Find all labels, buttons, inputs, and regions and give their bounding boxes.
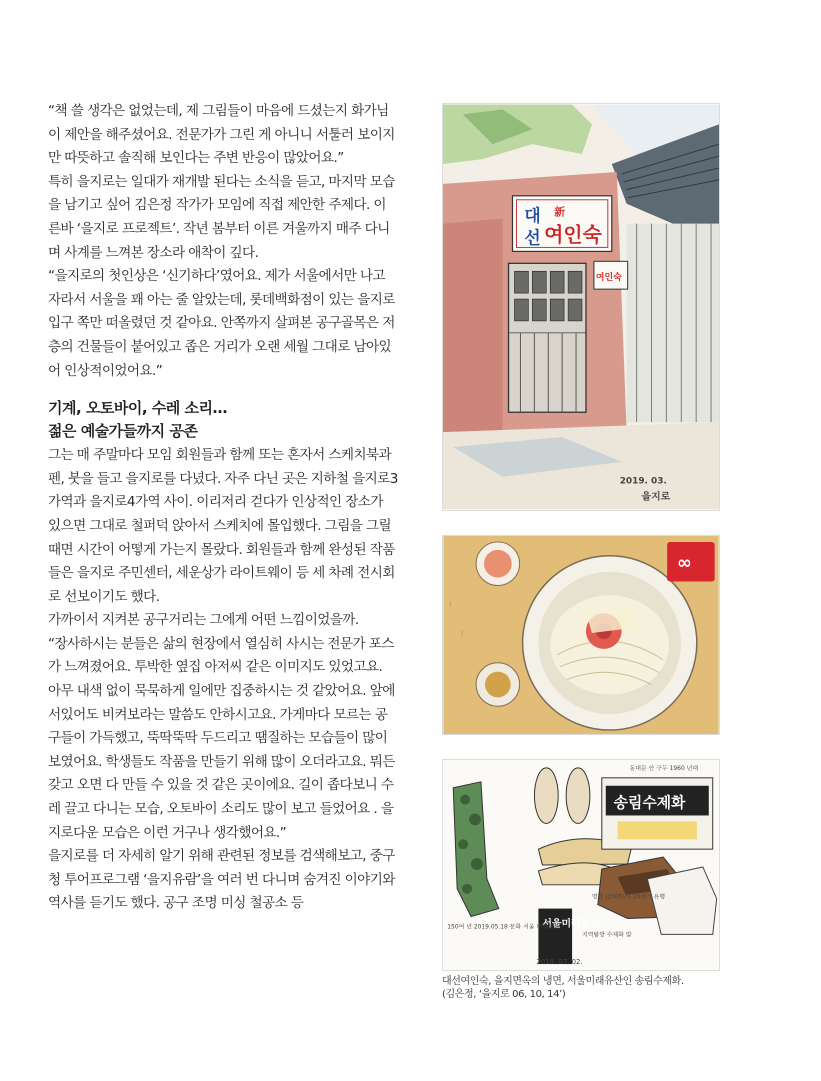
chopsticks-wrapper-icon: ∞ — [677, 552, 692, 574]
fig1-date: 2019. 03. — [619, 476, 667, 487]
note-right: 지역탐방 수제화 발 — [581, 931, 632, 939]
sign-char-2: 선 — [524, 227, 541, 248]
handwriting-mark: ⋮ — [459, 630, 466, 637]
box-label: 송림수제화 — [613, 793, 686, 812]
sign-side: 여인숙 — [595, 273, 622, 284]
section-heading-line-1: 기계, 오토바이, 수레 소리… — [48, 399, 227, 418]
fig1-place: 을지로 — [641, 491, 671, 503]
body-paragraph-1: 그는 매 주말마다 모임 회원들과 함께 또는 혼자서 스케치북과 펜, 붓을 들고 을지로를 다녔다. 자주 다닌 곳은 지하철 을지로3가역과 을지로4가역 사이. 이리저리 걷다가 인상적인 장소가 있으면 그대로 철퍼덕 앉아서 스케치에 몰입했다. 그림을 그릴 때면 시간이 어떻게 가는지 몰랐다. 회원들과 함께 완성된 작품들은 을지로 주민센터, 세운상가 라이트웨이 등 세 차례 전시회로 선보이기도 했다. — [48, 447, 398, 605]
note-top: 동대문 안 구두 1960 년대 — [629, 764, 699, 772]
body-paragraph-4: 을지로를 더 자세히 알기 위해 관련된 정보를 검색해보고, 중구청 투어프로그램 ‘을지유람’을 여러 번 다니며 숨겨진 이야기와 역사를 듣기도 했다. 공구 조명 미싱 철공소 등 — [48, 848, 395, 912]
note-mid: 명함 (2005년) 20세기 유행 — [591, 893, 666, 901]
stamp-text: 서울미래유산 — [542, 918, 600, 930]
handwriting-mark: ⋮ — [447, 600, 454, 608]
inn-sketch-illustration — [442, 103, 720, 511]
intro-paragraph-2: 특히 을지로는 일대가 재개발 된다는 소식을 듣고, 마지막 모습을 남기고 싶어 김은정 작가가 모임에 직접 제안한 주제다. 이른바 ‘을지로 프로젝트’. 작년 봄부터 이른 겨울까지 매주 다니며 사계를 느껴본 장소라 애착이 깊다. — [48, 173, 395, 261]
sign-char-1: 대 — [524, 205, 541, 226]
intro-paragraph-1: “책 쓸 생각은 없었는데, 제 그림들이 마음에 드셨는지 화가님이 제안을 해주셨어요. 전문가가 그린 게 아니니 서툴러 보이지만 따뜻하고 솔직해 보인다는 주변 반응이 많았어요.” — [48, 103, 395, 167]
caption-line-1: 대선여인숙, 을지면옥의 냉면, 서울미래유산인 송림수제화. — [442, 976, 684, 987]
naengmyeon-watercolor — [443, 536, 719, 734]
inn-watercolor — [443, 104, 719, 510]
body-paragraph-3: “장사하시는 분들은 삶의 현장에서 열심히 사시는 전문가 포스가 느껴졌어요. 투박한 옆집 아저씨 같은 이미지도 있었고요. 아무 내색 없이 묵묵하게 일에만 집중하시는 것 같았어요. 앞에 서있어도 비켜보라는 말씀도 안하시고요. 가게마다 모르는 공구들이 가득했고, 뚝딱뚝딱 두드리고 땜질하는 모습들이 많이 보였어요. 학생들도 작품을 만들기 위해 많이 오더라고요. 뭐든 갖고 오면 다 만들 수 있을 것 같은 곳이에요. 길이 좁다보니 수레 끌고 다니는 모습, 오토바이 소리도 많이 보고 들었어요 . 을지로다운 모습은 이런 거구나 생각했어요.” — [48, 635, 395, 841]
article-text-column — [48, 100, 398, 916]
shoes-watercolor — [443, 760, 719, 970]
section-heading — [48, 397, 398, 442]
figure-caption — [442, 975, 732, 1001]
sign-small: 新 — [554, 205, 566, 219]
fig3-date: 2019. 07. 02. — [536, 958, 583, 967]
sign-main: 여인숙 — [544, 223, 602, 247]
section-heading-line-2: 젊은 예술가들까지 공존 — [48, 421, 198, 440]
caption-line-2: (김은정, ‘을지로 06, 10, 14’) — [442, 989, 566, 1000]
shoes-sketch-illustration — [442, 759, 720, 971]
note-left: 150여 년 2019.05.18 문화 서울 미래유산 — [447, 923, 560, 931]
naengmyeon-sketch-illustration — [442, 535, 720, 735]
body-paragraph-2: 가까이서 지켜본 공구거리는 그에게 어떤 느낌이었을까. — [48, 612, 359, 629]
intro-paragraph-3: “을지로의 첫인상은 ‘신기하다’였어요. 제가 서울에서만 나고 자라서 서울을 꽤 아는 줄 알았는데, 롯데백화점이 있는 을지로입구 쪽만 떠올렸던 것 같아요. 안쪽까지 살펴본 공구골목은 저층의 건물들이 붙어있고 좁은 거리가 오랜 세월 그대로 남아있어 인상적이었어요.” — [48, 268, 395, 379]
